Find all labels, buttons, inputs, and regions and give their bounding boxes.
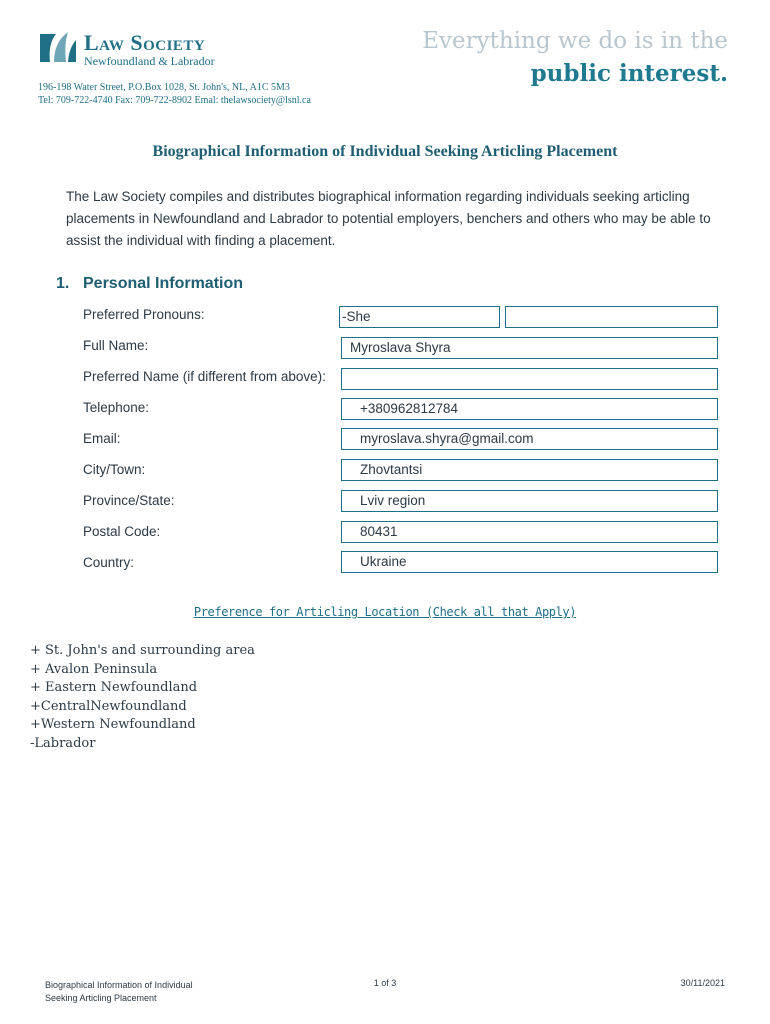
org-address: 196-198 Water Street, P.O.Box 1028, St. John's, NL, A1C 5M3 <box>38 82 290 93</box>
footer-line-1: Biographical Information of Individual <box>45 980 193 990</box>
telephone-label: Telephone: <box>83 400 150 415</box>
telephone-value: +380962812784 <box>360 401 458 416</box>
footer-line-2: Seeking Articling Placement <box>45 993 157 1003</box>
law-society-logo-icon <box>38 30 78 64</box>
tagline-line-1: Everything we do is in the <box>422 28 728 54</box>
postal-code-value: 80431 <box>360 524 398 539</box>
full-name-value: Myroslava Shyra <box>350 340 451 355</box>
province-value: Lviv region <box>360 493 426 508</box>
country-value: Ukraine <box>360 554 407 569</box>
preferred-name-field[interactable] <box>341 368 718 390</box>
postal-code-field[interactable] <box>341 521 718 543</box>
section-title: Personal Information <box>83 275 244 292</box>
telephone-field[interactable] <box>341 398 718 420</box>
org-name: Law Society <box>84 30 206 55</box>
postal-code-label: Postal Code: <box>83 524 161 539</box>
document-title: Biographical Information of Individual Seeking Articling Placement <box>152 143 618 160</box>
country-field[interactable] <box>341 551 718 573</box>
preference-item: + Avalon Peninsula <box>30 661 158 677</box>
preference-list <box>30 642 255 753</box>
email-value: myroslava.shyra@gmail.com <box>360 431 534 446</box>
intro-paragraph: The Law Society compiles and distributes biographical information regarding individuals seeking articling placements in Newfoundland and Labrador to potential employers, benchers and others who may be able to assist the individual with finding a placement. <box>66 189 711 248</box>
email-label: Email: <box>83 431 121 446</box>
preference-item: + Eastern Newfoundland <box>30 680 198 695</box>
org-contact: Tel: 709-722-4740 Fax: 709-722-8902 Emal: thelawsociety@lsnl.ca <box>38 95 311 106</box>
preference-item: -Labrador <box>30 735 96 751</box>
tagline-line-2: public interest. <box>530 60 728 87</box>
pronouns-field-2[interactable] <box>505 306 718 328</box>
full-name-field[interactable] <box>341 337 718 359</box>
city-value: Zhovtantsi <box>360 462 423 477</box>
footer-date: 30/11/2021 <box>680 978 725 988</box>
section-number: 1. <box>56 275 70 292</box>
section-1-heading <box>56 275 243 293</box>
footer-page-number: 1 of 3 <box>373 978 397 988</box>
preference-item: +CentralNewfoundland <box>30 698 187 714</box>
province-field[interactable] <box>341 490 718 512</box>
pronouns-field[interactable] <box>339 306 500 328</box>
org-subtitle: Newfoundland & Labrador <box>84 54 215 68</box>
preference-item: +Western Newfoundland <box>30 717 196 732</box>
country-label: Country: <box>83 555 135 570</box>
pronouns-label: Preferred Pronouns: <box>83 307 205 322</box>
full-name-label: Full Name: <box>83 338 149 353</box>
province-label: Province/State: <box>83 493 175 508</box>
preference-item: + St. John's and surrounding area <box>30 643 255 658</box>
pronouns-value: -She <box>342 309 371 324</box>
preferred-name-label: Preferred Name (if different from above): <box>83 369 326 384</box>
city-label: City/Town: <box>83 462 146 477</box>
preference-heading: Preference for Articling Location (Check all that Apply) <box>193 605 577 619</box>
city-field[interactable] <box>341 459 718 481</box>
email-field[interactable] <box>341 428 718 450</box>
